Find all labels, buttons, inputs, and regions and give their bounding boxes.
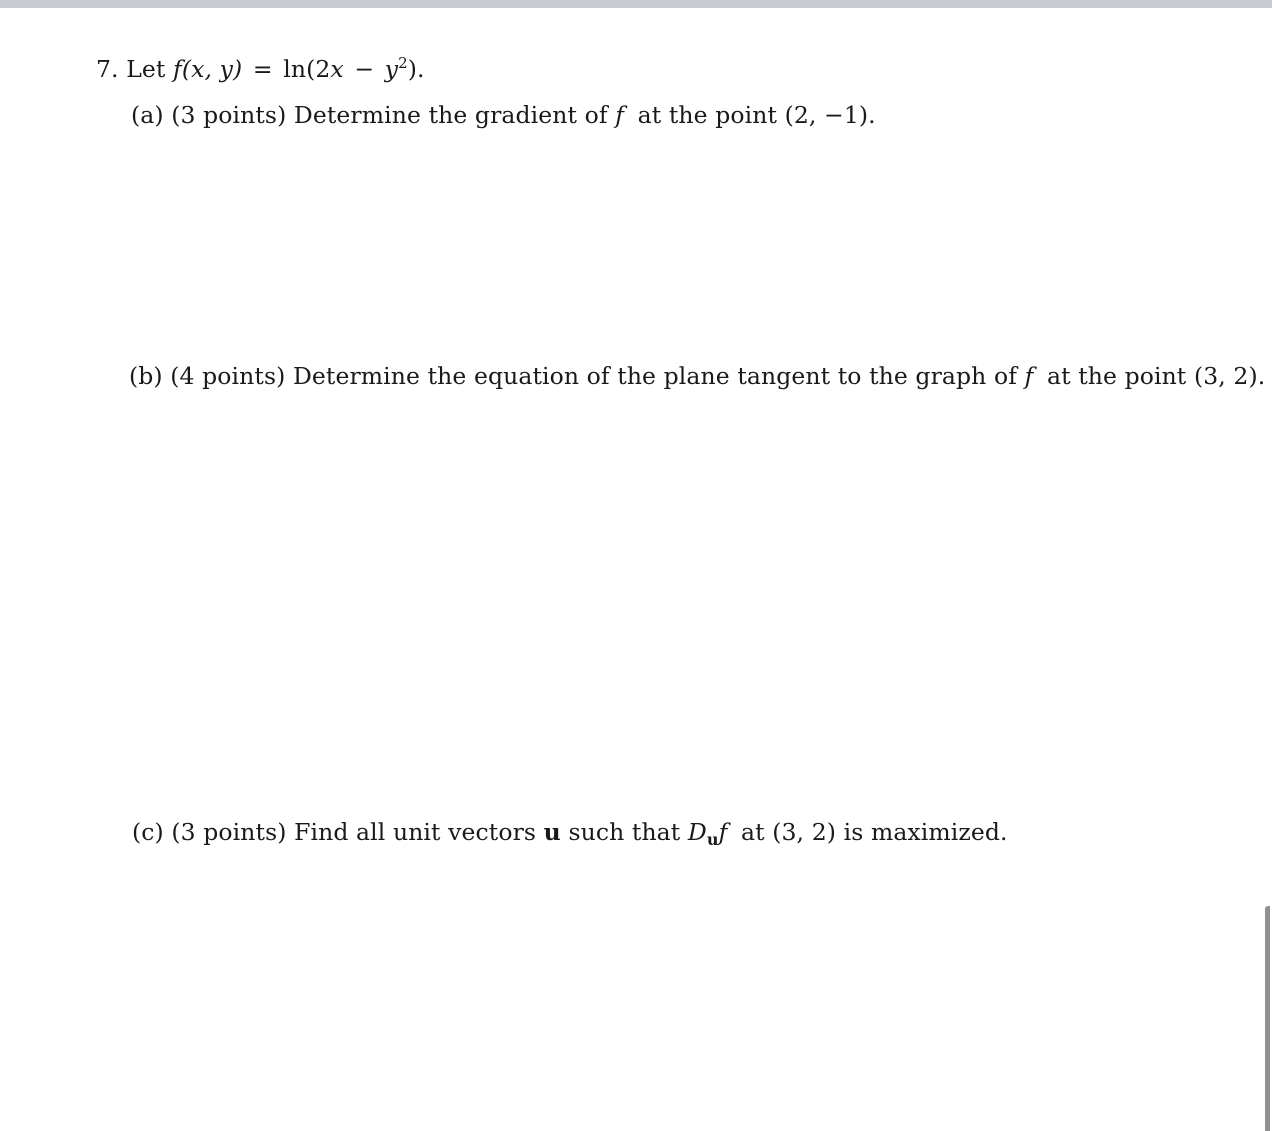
part-c-text-mid: such that <box>568 818 681 846</box>
part-c-label: (c) <box>132 818 164 846</box>
part-a-point: (2, −1). <box>784 101 876 129</box>
part-a-function: f <box>615 101 625 129</box>
part-b-point: (3, 2). <box>1193 362 1266 390</box>
part-c-point: (3, 2) <box>772 818 837 846</box>
part-a-label: (a) <box>131 101 164 129</box>
exponent: 2 <box>398 54 408 72</box>
part-b-text-after: at the point <box>1046 362 1187 390</box>
part-b-points: (4 points) <box>170 362 286 390</box>
directional-derivative-d: D <box>687 818 707 846</box>
part-c-points: (3 points) <box>171 818 287 846</box>
problem-statement <box>96 54 425 84</box>
part-c-text-after: at <box>741 818 765 846</box>
part-c-function: f <box>718 818 728 846</box>
part-a-points: (3 points) <box>171 101 287 129</box>
part-c-vector: u <box>543 818 561 846</box>
equals-sign: = <box>252 55 273 83</box>
function-expression-prefix: ln(2 <box>283 55 331 83</box>
part-b-text-before: Determine the equation of the plane tangent to the graph of <box>292 362 1018 390</box>
function-expression-y: y <box>384 55 399 83</box>
function-name: f <box>173 55 182 83</box>
part-b-label: (b) <box>129 362 163 390</box>
function-args: (x, y) <box>181 55 243 83</box>
part-a-text-after: at the point <box>637 101 778 129</box>
directional-derivative-subscript: u <box>706 830 719 849</box>
intro-word: Let <box>126 55 166 83</box>
part-b <box>129 361 1265 391</box>
part-b-function: f <box>1024 362 1034 390</box>
part-a <box>131 100 876 130</box>
function-expression-suffix: ). <box>407 55 425 83</box>
problem-number: 7. <box>96 55 119 83</box>
part-c <box>132 817 1008 847</box>
top-bar <box>0 0 1272 8</box>
scroll-indicator[interactable] <box>1265 906 1270 1131</box>
part-c-text-before: Find all unit vectors <box>294 818 537 846</box>
function-expression-x: x <box>330 55 344 83</box>
minus-sign: − <box>354 55 375 83</box>
part-c-text-end: is maximized. <box>843 818 1008 846</box>
part-a-text-before: Determine the gradient of <box>293 101 608 129</box>
